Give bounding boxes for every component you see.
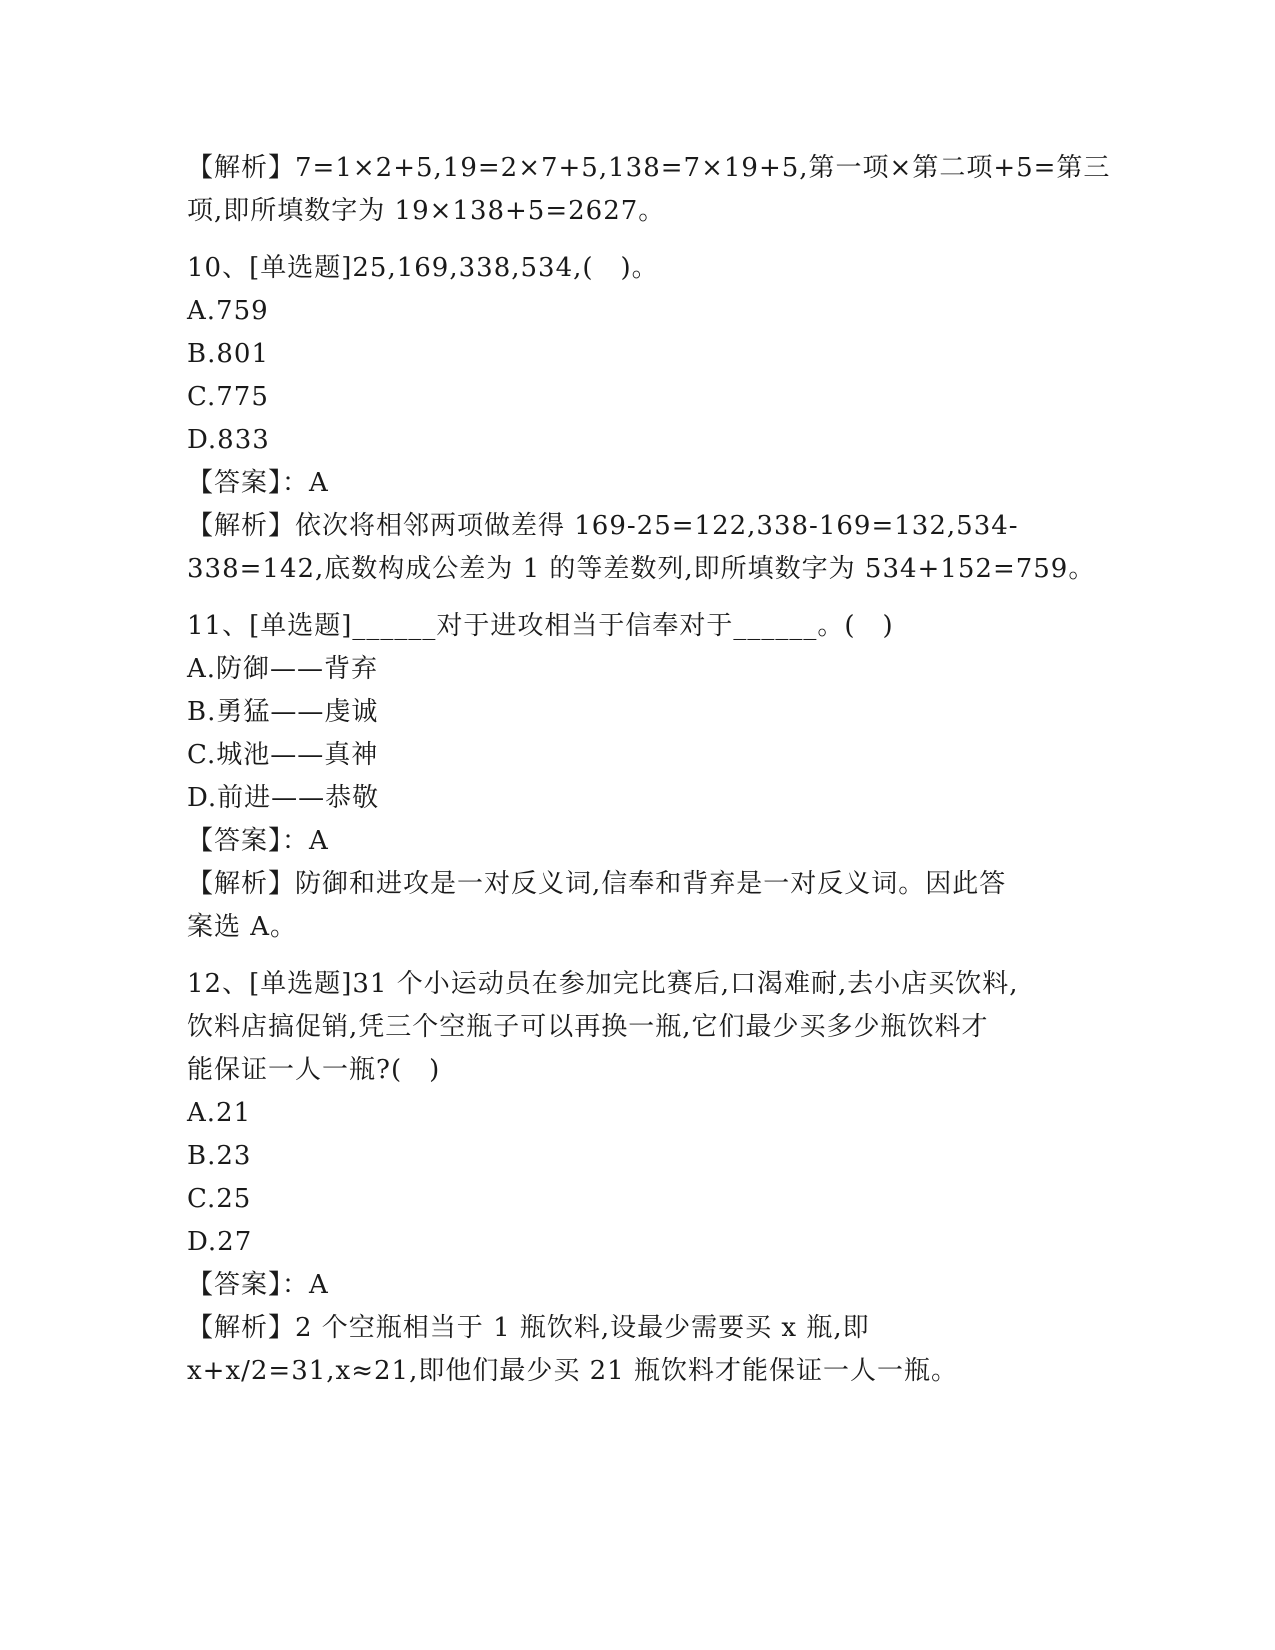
answer-line: 【答案】：A bbox=[187, 826, 329, 856]
option-d: D.前进——恭敬 bbox=[187, 783, 380, 813]
option-b: B.23 bbox=[187, 1141, 252, 1171]
analysis-line: 【解析】依次将相邻两项做差得 169-25=122,338-169=132,534- bbox=[187, 511, 1019, 541]
question-text: 10、[单选题]25,169,338,534,( )。 bbox=[187, 253, 659, 283]
option-c: C.城池——真神 bbox=[187, 740, 379, 770]
option-c: C.775 bbox=[187, 382, 269, 412]
analysis-line: x+x/2=31,x≈21,即他们最少买 21 瓶饮料才能保证一人一瓶。 bbox=[187, 1356, 958, 1386]
option-a: A.759 bbox=[187, 296, 269, 326]
answer-line: 【答案】：A bbox=[187, 468, 329, 498]
option-c: C.25 bbox=[187, 1184, 252, 1214]
prev-analysis bbox=[187, 147, 1111, 233]
answer-line: 【答案】：A bbox=[187, 1270, 329, 1300]
question-11 bbox=[187, 605, 1087, 949]
option-a: A.防御——背弃 bbox=[187, 654, 379, 684]
option-b: B.801 bbox=[187, 339, 269, 369]
analysis-line: 338=142,底数构成公差为 1 的等差数列,即所填数字为 534+152=759。 bbox=[187, 554, 1096, 584]
question-text: 饮料店搞促销,凭三个空瓶子可以再换一瓶,它们最少买多少瓶饮料才 bbox=[187, 1012, 989, 1042]
option-d: D.833 bbox=[187, 425, 270, 455]
option-a: A.21 bbox=[187, 1098, 252, 1128]
analysis-line: 项,即所填数字为 19×138+5=2627。 bbox=[187, 196, 666, 226]
analysis-line: 【解析】7=1×2+5,19=2×7+5,138=7×19+5,第一项×第二项+5=第三 bbox=[187, 153, 1111, 183]
analysis-line: 案选 A。 bbox=[187, 912, 298, 942]
question-text: 12、[单选题]31 个小运动员在参加完比赛后,口渴难耐,去小店买饮料, bbox=[187, 969, 1019, 999]
analysis-line: 【解析】2 个空瓶相当于 1 瓶饮料,设最少需要买 x 瓶,即 bbox=[187, 1313, 870, 1343]
question-text: 能保证一人一瓶?( ) bbox=[187, 1055, 441, 1085]
question-text: 11、[单选题]______对于进攻相当于信奉对于______。( ) bbox=[187, 611, 894, 641]
question-12 bbox=[187, 963, 1087, 1393]
option-b: B.勇猛——虔诚 bbox=[187, 697, 379, 727]
option-d: D.27 bbox=[187, 1227, 253, 1257]
analysis-line: 【解析】防御和进攻是一对反义词,信奉和背弃是一对反义词。因此答 bbox=[187, 869, 1007, 899]
question-10 bbox=[187, 247, 1096, 591]
document-content bbox=[187, 147, 1111, 1393]
